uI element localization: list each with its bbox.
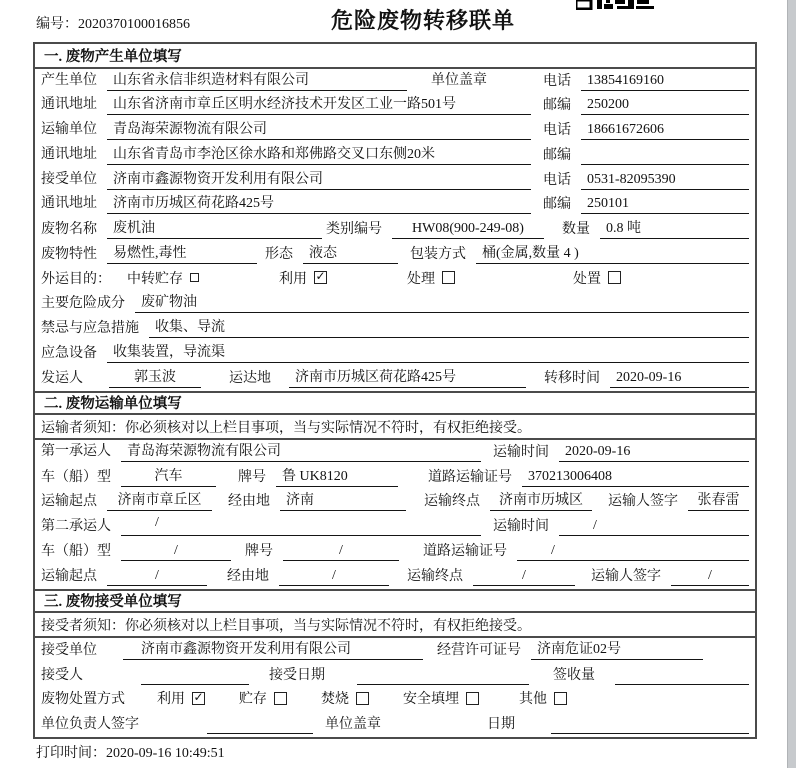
vehicle2-label: 车（船）型	[41, 543, 111, 559]
row-waste-name	[35, 217, 755, 242]
section3-header	[35, 589, 755, 614]
carrier2-group	[41, 515, 493, 539]
row-leader-signature	[35, 712, 755, 737]
origin2-value: /	[107, 568, 207, 586]
row-hazard-component	[35, 292, 755, 317]
zip2-value	[581, 163, 749, 165]
section3-title: 三. 废物接受单位填写	[44, 594, 182, 611]
row-accept-unit	[35, 638, 755, 663]
unit-seal-label: 单位盖章	[431, 72, 487, 88]
dest-value: 济南市历城区荷花路425号	[289, 366, 526, 388]
vehicle2-value: /	[121, 543, 231, 561]
disposal-option-other	[519, 688, 567, 712]
hazard-value: 废矿物油	[135, 292, 749, 314]
addr3-value: 济南市历城区荷花路425号	[107, 193, 531, 215]
origin2-label: 运输起点	[41, 568, 97, 584]
phone2-label: 电话	[543, 123, 571, 138]
row-route1	[35, 490, 755, 515]
date2-label: 日期	[487, 717, 515, 732]
license-label: 经营许可证号	[437, 642, 521, 658]
producer-value: 山东省永信非织造材料有限公司	[107, 69, 407, 91]
end1-value: 济南市历城区	[490, 490, 592, 512]
taboo-value: 收集、导流	[149, 316, 749, 338]
addr2-value: 山东省青岛市李沧区徐水路和郑佛路交叉口东侧20米	[107, 143, 531, 165]
category-label: 类别编号	[326, 222, 382, 237]
row-taboo-measures	[35, 316, 755, 341]
disposal-option-use-label: 利用	[157, 692, 185, 708]
shipper-value: 郭玉波	[109, 366, 201, 388]
license-value: 济南危证02号	[531, 638, 703, 660]
purpose-option-dispose	[573, 268, 621, 292]
carrier2-label: 第二承运人	[41, 519, 111, 534]
road1-label: 道路运输证号	[428, 469, 512, 485]
sign1-value: 张春雷	[688, 490, 749, 512]
transfer-form-table	[33, 42, 757, 739]
document-header	[0, 0, 796, 42]
row-transport-unit	[35, 118, 755, 143]
checkbox-unchecked-icon	[554, 692, 567, 705]
checkbox-unchecked-icon	[608, 271, 621, 284]
addr3-group	[41, 193, 543, 218]
qty-label: 数量	[562, 222, 590, 237]
zip2-label: 邮编	[543, 147, 571, 163]
zip1-value: 250200	[581, 97, 749, 115]
addr1-group	[41, 94, 543, 119]
checkbox-unchecked-icon	[356, 692, 369, 705]
taboo-label: 禁忌与应急措施	[41, 321, 139, 336]
section1-title: 一. 废物产生单位填写	[44, 48, 182, 65]
row-route2	[35, 564, 755, 589]
phone1-label: 电话	[543, 73, 571, 89]
disposal-option-incinerate-label: 焚烧	[321, 692, 349, 708]
time1-label: 运输时间	[493, 444, 549, 460]
phone1-value: 13854169160	[581, 73, 749, 91]
checkbox-unchecked-icon	[274, 692, 287, 705]
carrier1-group	[41, 440, 493, 465]
transfer-time-value: 2020-09-16	[610, 370, 749, 388]
road2-label: 道路运输证号	[423, 543, 507, 559]
dest-label: 运达地	[229, 370, 271, 386]
sign2-label: 运输人签字	[591, 568, 661, 584]
section2-notice	[35, 415, 755, 440]
qr-code-fragment-icon	[576, 0, 654, 10]
plate1-value: 鲁 UK8120	[276, 465, 398, 487]
row-producer-address	[35, 94, 755, 119]
section1-header	[35, 44, 755, 69]
disposal-option-landfill	[403, 688, 479, 712]
checkbox-checked-icon	[314, 271, 327, 284]
vehicle1-label: 车（船）型	[41, 469, 111, 485]
end2-value: /	[473, 568, 575, 586]
date2-value	[551, 732, 749, 734]
via1-label: 经由地	[228, 494, 270, 510]
packing-label: 包装方式	[410, 246, 466, 262]
checkbox-unchecked-icon	[442, 271, 455, 284]
road1-value: 370213006408	[522, 469, 749, 487]
serial-value: 2020370100016856	[78, 17, 190, 32]
equip-label: 应急设备	[41, 345, 97, 361]
carrier2-value: /	[121, 515, 481, 536]
row-first-carrier	[35, 440, 755, 465]
disposal-option-use	[157, 688, 205, 712]
row-shipper	[35, 366, 755, 391]
via2-value: /	[279, 568, 389, 586]
purpose-label: 外运目的：	[41, 271, 111, 287]
time1-value: 2020-09-16	[559, 444, 749, 462]
zip3-value: 250101	[581, 196, 749, 214]
addr2-group	[41, 143, 543, 168]
disposal-label: 废物处置方式	[41, 692, 125, 708]
hazard-label: 主要危险成分	[41, 296, 125, 312]
receiver-label: 接受单位	[41, 171, 97, 187]
traits-label: 废物特性	[41, 246, 97, 262]
purpose-option-treat-label: 处理	[407, 271, 435, 287]
disposal-option-storage-label: 贮存	[239, 692, 267, 708]
waste-name-value: 废机油	[107, 217, 322, 239]
accept-person-value	[141, 683, 249, 685]
traits-value: 易燃性,毒性	[107, 242, 257, 264]
equip-value: 收集装置，导流渠	[107, 341, 749, 363]
row-waste-traits	[35, 242, 755, 267]
sign-amount-label: 签收量	[553, 667, 595, 683]
row-receiver-unit	[35, 168, 755, 193]
row-vehicle1	[35, 465, 755, 490]
receiver-group	[41, 168, 543, 193]
addr2-label: 通讯地址	[41, 146, 97, 162]
disposal-option-other-label: 其他	[519, 692, 547, 708]
transporter-group	[41, 118, 543, 143]
plate1-label: 牌号	[238, 469, 266, 485]
vehicle1-value: 汽车	[121, 465, 216, 487]
qty-value: 0.8 吨	[600, 217, 749, 239]
sign1-label: 运输人签字	[608, 494, 678, 510]
accept-date-label: 接受日期	[269, 667, 325, 683]
vertical-scrollbar[interactable]	[787, 0, 796, 768]
accept-unit-value: 济南市鑫源物资开发利用有限公司	[123, 638, 423, 660]
receiver-value: 济南市鑫源物资开发利用有限公司	[107, 168, 531, 190]
serial-number	[36, 13, 190, 33]
form-label: 形态	[265, 246, 293, 262]
row-transport-purpose	[35, 267, 755, 292]
producer-group	[41, 69, 543, 94]
section2-title: 二. 废物运输单位填写	[44, 396, 182, 413]
row-producer-unit	[35, 69, 755, 94]
accept-date-value	[357, 683, 529, 685]
via1-value: 济南	[280, 490, 406, 512]
transporter-notice: 运输者须知：你必须核对以上栏目事项，当与实际情况不符时，有权拒绝接受。	[41, 420, 531, 436]
end1-label: 运输终点	[424, 494, 480, 510]
purpose-option-storage	[127, 268, 199, 292]
accept-person-label: 接受人	[41, 667, 83, 683]
leader-sign-value	[207, 732, 313, 734]
disposal-option-storage	[239, 688, 287, 712]
addr3-label: 通讯地址	[41, 196, 97, 212]
row-transport-address	[35, 143, 755, 168]
transporter-label: 运输单位	[41, 122, 97, 137]
plate2-label: 牌号	[245, 543, 273, 559]
purpose-option-use	[279, 268, 327, 292]
form-value: 液态	[303, 242, 398, 264]
end2-label: 运输终点	[407, 568, 463, 584]
time2-value: /	[559, 518, 749, 536]
disposal-option-landfill-label: 安全填埋	[403, 692, 459, 708]
unit-seal2-label: 单位盖章	[325, 717, 381, 732]
purpose-option-treat	[407, 268, 455, 292]
checkbox-unchecked-icon	[466, 692, 479, 705]
print-time-value: 2020-09-16 10:49:51	[106, 746, 225, 761]
plate2-value: /	[283, 543, 399, 561]
phone3-value: 0531-82095390	[581, 172, 749, 190]
origin1-value: 济南市章丘区	[107, 490, 212, 512]
print-time	[36, 742, 225, 762]
purpose-option-use-label: 利用	[279, 271, 307, 287]
accept-unit-label: 接受单位	[41, 642, 97, 658]
carrier1-value: 青岛海荣源物流有限公司	[121, 440, 481, 462]
sign-amount-value	[615, 683, 749, 685]
checkbox-unchecked-icon	[190, 273, 199, 282]
leader-sign-label: 单位负责人签字	[41, 717, 139, 732]
road2-value: /	[517, 543, 749, 561]
checkbox-checked-icon	[192, 689, 205, 705]
producer-label: 产生单位	[41, 72, 97, 88]
transporter-value: 青岛海荣源物流有限公司	[107, 118, 531, 140]
row-disposal-method	[35, 688, 755, 713]
waste-name-label: 废物名称	[41, 222, 97, 237]
phone2-value: 18661672606	[581, 122, 749, 140]
transfer-time-label: 转移时间	[544, 370, 600, 386]
shipper-label: 发运人	[41, 370, 83, 386]
via2-label: 经由地	[227, 568, 269, 584]
sign2-value: /	[671, 568, 749, 586]
serial-label: 编号：	[36, 17, 78, 32]
purpose-option-storage-label: 中转贮存	[127, 271, 183, 287]
origin1-label: 运输起点	[41, 494, 97, 510]
receiver-notice: 接受者须知：你必须核对以上栏目事项，当与实际情况不符时，有权拒绝接受。	[41, 618, 531, 634]
row-emergency-equipment	[35, 341, 755, 366]
section2-header	[35, 391, 755, 416]
section3-notice	[35, 613, 755, 638]
carrier1-label: 第一承运人	[41, 443, 111, 459]
zip1-label: 邮编	[543, 98, 571, 114]
packing-value: 桶(金属,数量 4 )	[476, 242, 749, 264]
row-vehicle2	[35, 539, 755, 564]
page-title: 危险废物转移联单	[331, 8, 516, 33]
zip3-label: 邮编	[543, 197, 571, 213]
print-time-label: 打印时间：	[36, 746, 106, 761]
row-accept-person	[35, 663, 755, 688]
time2-label: 运输时间	[493, 519, 549, 534]
addr1-label: 通讯地址	[41, 97, 97, 113]
row-second-carrier	[35, 514, 755, 539]
phone3-label: 电话	[543, 172, 571, 188]
checkmark: ✓	[315, 269, 326, 283]
row-receiver-address	[35, 193, 755, 218]
disposal-option-incinerate	[321, 688, 369, 712]
purpose-option-dispose-label: 处置	[573, 271, 601, 287]
category-value: HW08(900-249-08)	[392, 221, 544, 239]
addr1-value: 山东省济南市章丘区明水经济技术开发区工业一路501号	[107, 94, 531, 116]
checkmark: ✓	[193, 689, 204, 704]
